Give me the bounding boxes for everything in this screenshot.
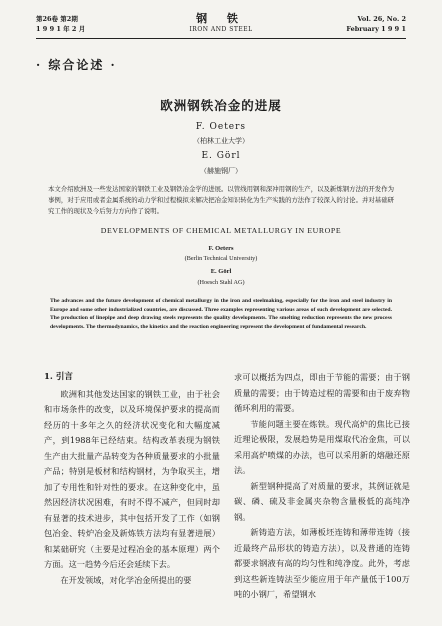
author-2-name-en: E. Görl [210,268,232,275]
author-1-name-en: F. Oeters [208,245,234,252]
header-right [346,14,406,34]
body-column-right [234,370,410,603]
article-title-zh: 欧洲钢铁冶金的进展 [160,98,282,113]
date-zh: 1 9 9 1 年 2 月 [36,25,86,33]
article-title-en: DEVELOPMENTS OF CHEMICAL METALLURGY IN EUROPE [100,226,342,235]
body-paragraph: 新型钢种提高了对质量的要求，其例证就是碳、磷、硫及非金属夹杂物含量极低的高纯净钢。 [234,480,410,522]
author-1-name: F. Oeters [195,122,247,132]
volume-issue-zh: 第26卷 第2期 [36,15,78,23]
section-heading-introduction: 1. 引言 [44,372,73,382]
body-paragraph: 求可以概括为四点，即由于节能的需要；由于钢质量的需要；由于铸造过程的需要和由于废弃物循环利用的需要。 [234,372,410,413]
body-paragraph: 欧洲和其他发达国家的钢铁工业，由于社会和市场条件的改变，以及环境保护要求的提高而经历的十多年之久的经济状况变化和大幅度减产，到1988年已经结束。结构改革表现为钢铁生产由大批量产品转变为各种质量要求的小批量产品；特别是板材和结构钢材，为争取买主，增加了专用性和针对性的要求。在这种变化中，虽然因经济状况困难，有时不得不减产，但同时却有显著的技术进步，其中包括开发了工作（如钢包冶金、转炉冶金及新炼铁方法均有显著进展）和某础研究（主要是过程冶金的基本原理）两个方面。这一趋势今后还会延续下去。 [44,388,220,569]
section-label: · 综合论述 · [36,58,117,72]
volume-issue-en: Vol. 26, No. 2 [357,15,406,23]
body-paragraph: 节能问题主要在炼铁。现代高炉的焦比已接近理论极限，发展趋势是用煤取代冶金焦，可以采用高炉喷煤的办法，也可以采用新的熔融还原法。 [234,418,410,475]
body-column-left [44,370,220,588]
author-1-affiliation-en: (Berlin Technical University) [184,255,258,262]
author-2-affiliation-en: (Hoesch Stahl AG) [197,279,245,286]
header-rule [36,38,406,39]
journal-title-en: IRON AND STEEL [189,26,253,33]
abstract-zh: 本文介绍欧洲及一些发达国家的钢铁工业及钢铁冶金学的进展。以管线用钢和深冲用钢的生产，以及新炼钢方法的开发作为事例，对于应用或者金属系统的动力学和过程模拟来解决把冶金知识转化为生产实践的方法作了较深入的讨论。并对基础研究工作的现状及今后努力方向作了说明。 [48,185,394,215]
author-2-affiliation: （赫施钢厂） [200,167,242,175]
journal-title-zh: 钢 铁 [196,12,246,25]
body-paragraph: 在开发领域，对化学冶金所提出的要 [60,574,192,585]
abstract-en: The advances and the future development of chemical metallurgy in the iron and steelmaking, especially for the iron and steel industry in Europe and some other industrialized countries, are discussed. Three examples representing various areas of such development are selected. The production of linepipe and deep drawing steels represents the quality developments. The smelting reduction represents the new process developments. The thermodynamics, the kinetics and the reaction engineering represent the development of fundamental research. [50,298,392,331]
body-paragraph: 新铸造方法，如薄板坯连铸和薄带连铸（接近最终产品形状的铸造方法），以及普通的连铸都要求钢液有高的均匀性和纯净度。此外，考虑到这些新连铸法至少能应用于年产量低于100万吨的小钢厂，希望钢水 [234,527,410,599]
author-2-name: E. Görl [201,151,241,161]
author-1-affiliation: （柏林工业大学） [193,137,249,145]
date-en: February 1 9 9 1 [346,25,406,33]
